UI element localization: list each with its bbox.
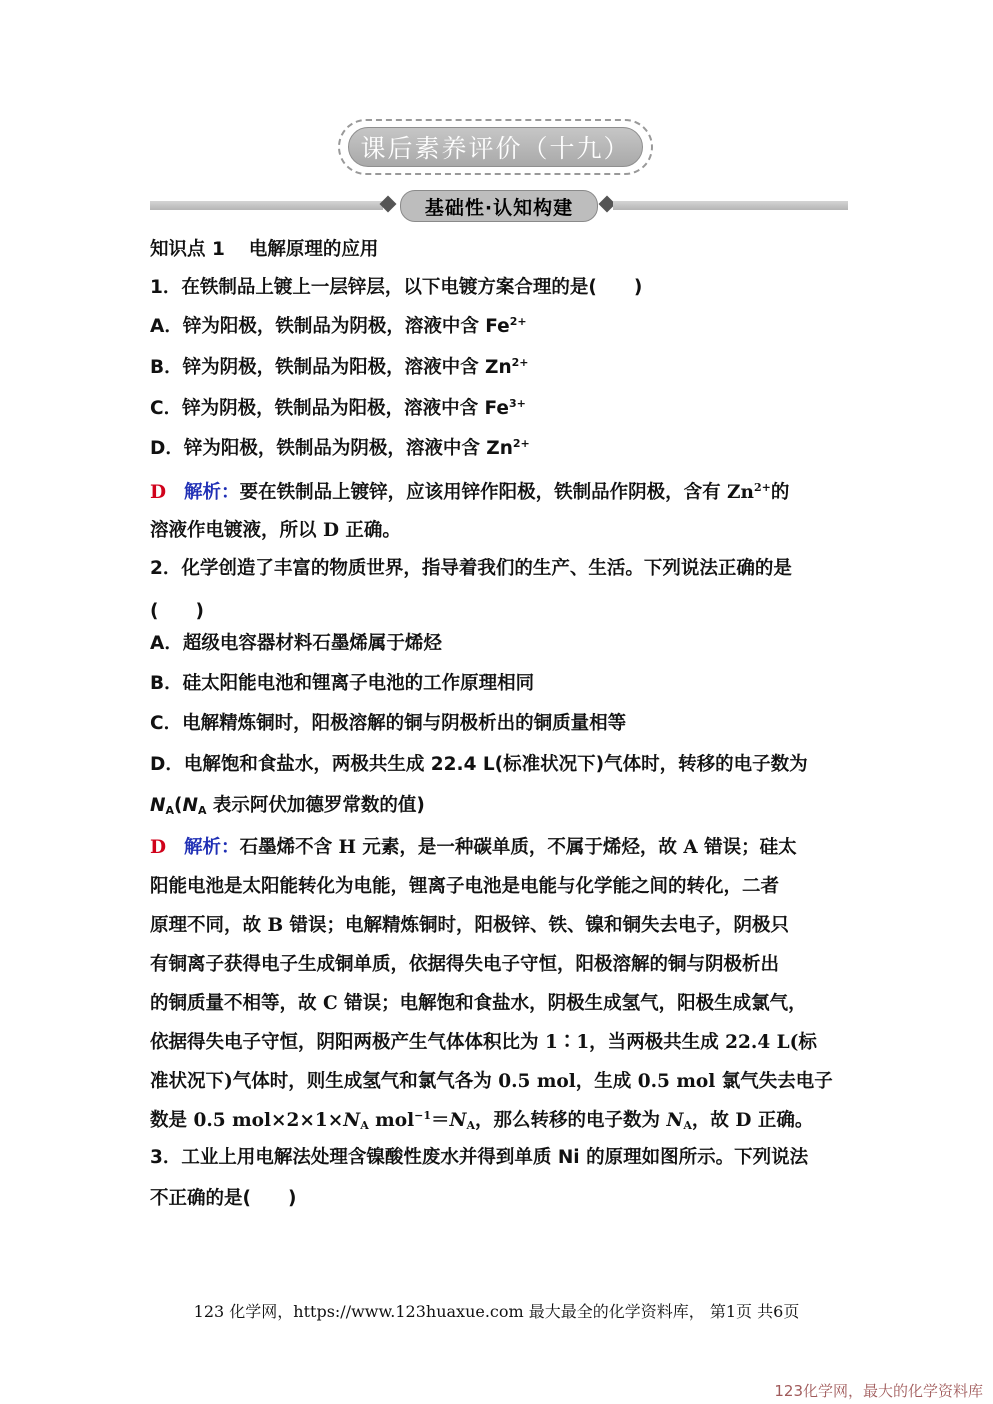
question-2-option-c: C．电解精炼铜时，阳极溶解的铜与阴极析出的铜质量相等 xyxy=(150,713,627,734)
question-2-analysis-line: 依据得失电子守恒，阴阳两极产生气体体积比为 1∶1，当两极共生成 22.4 L(标 xyxy=(150,1032,817,1053)
knowledge-point-topic: 电解原理的应用 xyxy=(248,239,379,260)
answer-letter: D xyxy=(150,482,167,503)
question-1-option-d: D．锌为阳极，铁制品为阴极，溶液中含 $Zn^{2+}$ xyxy=(150,437,530,459)
question-2-option-d: D．电解饱和食盐水，两极共生成 22.4 L(标准状况下)气体时，转移的电子数为 xyxy=(150,754,808,775)
question-2-analysis-line: 有铜离子获得电子生成铜单质，依据得失电子守恒，阳极溶解的铜与阴极析出 xyxy=(150,954,780,975)
question-2-analysis-line: 的铜质量不相等，故 C 错误；电解饱和食盐水，阴极生成氢气，阳极生成氯气， xyxy=(150,993,807,1014)
section-banner: 基础性·认知构建 xyxy=(400,190,598,222)
question-2-analysis-line: 准状况下)气体时，则生成氢气和氯气各为 0.5 mol，生成 0.5 mol 氯气失去电子 xyxy=(150,1071,833,1092)
question-2-option-d-cont: $N_A(N_A$ 表示阿伏加德罗常数的值) xyxy=(150,795,425,817)
question-3-stem: 3．工业上用电解法处理含镍酸性废水并得到单质 Ni 的原理如图所示。下列说法 xyxy=(150,1147,809,1168)
question-1-option-c: C．锌为阴极，铁制品为阳极，溶液中含 $Fe^{3+}$ xyxy=(150,397,526,419)
question-2-stem-cont: ( ) xyxy=(150,601,204,622)
question-1-option-a: A．锌为阳极，铁制品为阴极，溶液中含 $Fe^{2+}$ xyxy=(150,315,527,337)
question-3-stem-cont: 不正确的是( ) xyxy=(150,1188,297,1209)
page-footer: 123 化学网，https://www.123huaxue.com 最大最全的化学资料库， 第1页 共6页 xyxy=(193,1302,800,1321)
question-2-analysis-last: 数是 0.5 $mol\times 2\times 1\times N_A$ $mol^{-1}=N_A$，那么转移的电子数为 $N_A$，故 D 正确。 xyxy=(150,1109,814,1132)
question-2-stem: 2．化学创造了丰富的物质世界，指导着我们的生产、生活。下列说法正确的是 xyxy=(150,558,792,579)
title-badge xyxy=(338,119,653,175)
question-2-analysis-line: 原理不同，故 B 错误；电解精炼铜时，阳极锌、铁、镍和铜失去电子，阴极只 xyxy=(150,915,790,936)
question-1-analysis: D 解析：要在铁制品上镀锌，应该用锌作阳极，铁制品作阴极，含有 $Zn^{2+}$的 xyxy=(150,481,790,503)
question-2-option-a: A．超级电容器材料石墨烯属于烯烃 xyxy=(150,633,442,654)
question-1-option-b: B．锌为阴极，铁制品为阳极，溶液中含 $Zn^{2+}$ xyxy=(150,356,529,378)
analysis-label: 解析： xyxy=(184,482,240,503)
knowledge-point-heading xyxy=(150,238,378,262)
banner-rule-left xyxy=(150,201,383,210)
watermark: 123化学网，最大的化学资料库 xyxy=(774,1382,983,1400)
question-1-analysis-cont: 溶液作电镀液，所以 D 正确。 xyxy=(150,520,401,541)
question-2-option-b: B．硅太阳能电池和锂离子电池的工作原理相同 xyxy=(150,673,535,694)
page-title: 课后素养评价（十九） xyxy=(348,127,643,167)
question-2-analysis-line: 阳能电池是太阳能转化为电能，锂离子电池是电能与化学能之间的转化，二者 xyxy=(150,876,780,897)
question-2-analysis: D 解析：石墨烯不含 H 元素，是一种碳单质，不属于烯烃，故 A 错误；硅太 xyxy=(150,837,797,858)
knowledge-point-label: 知识点 1 xyxy=(150,239,225,260)
question-1-stem: 1．在铁制品上镀上一层锌层，以下电镀方案合理的是( ) xyxy=(150,277,643,298)
analysis-label: 解析： xyxy=(184,837,240,858)
banner-rule-right xyxy=(613,201,848,210)
answer-letter: D xyxy=(150,837,167,858)
